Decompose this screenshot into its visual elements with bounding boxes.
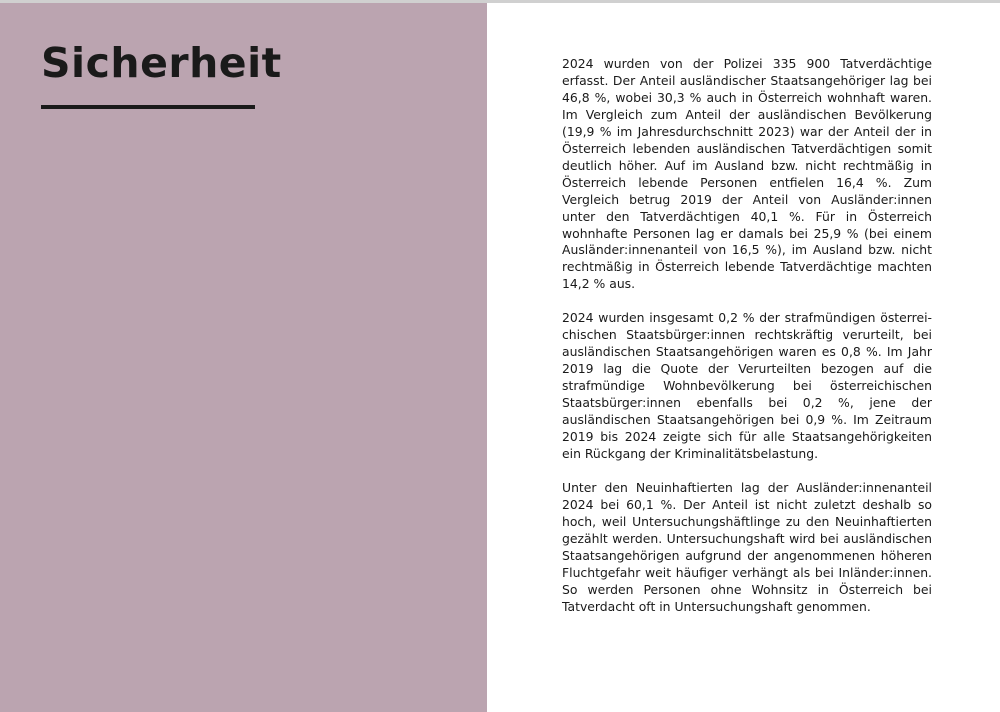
section-title-panel	[0, 3, 487, 712]
body-paragraph-3: Unter den Neuinhaftierten lag der Ausländer:innenanteil 2024 bei 60,1 %. Der Anteil ist nicht zuletzt deshalb so hoch, weil Untersuchungshäftlinge zu den Neuinhaftierten gezählt werden. Untersuchungshaft wird bei ausländischen Staatsangehörigen aufgrund der angenommenen höheren Fluchtgefahr weit häufiger verhängt als bei Inländer:innen. So werden Personen ohne Wohnsitz in Österreich bei Tatverdacht oft in Untersuchungshaft genommen.	[562, 479, 932, 614]
text-panel	[487, 3, 1000, 712]
section-title: Sicherheit	[41, 39, 282, 87]
title-underline	[41, 105, 255, 109]
body-paragraph-1: 2024 wurden von der Polizei 335 900 Tatverdächtige erfasst. Der Anteil ausländischer Staatsangehöriger lag bei 46,8 %, wobei 30,3 % auch in Österreich wohnhaft waren. Im Vergleich zum Anteil der ausländischen Bevölkerung (19,9 % im Jahresdurchschnitt 2023) war der Anteil der in Österreich lebenden ausländischen Tatverdächtigen somit deutlich höher. Auf im Ausland bzw. nicht rechtmäßig in Österreich lebende Personen entfielen 16,4 %. Zum Vergleich betrug 2019 der Anteil von Ausländer:innen unter den Tatverdächtigen 40,1 %. Für in Österreich wohnhafte Personen lag er damals bei 25,9 % (bei einem Ausländer:innenanteil von 16,5 %), im Ausland bzw. nicht rechtmäßig in Österreich lebende Tatverdächtige machten 14,2 % aus.	[562, 56, 932, 292]
body-paragraph-2: 2024 wurden insgesamt 0,2 % der strafmündigen österreichischen Staatsbürger:innen rechtskräftig verurteilt, bei ausländischen Staatsangehörigen waren es 0,8 %. Im Jahr 2019 lag die Quote der Verurteilten bezogen auf die strafmündige Wohnbevölkerung bei österreichischen Staatsbürger:innen ebenfalls bei 0,2 %, jene der ausländischen Staatsangehörigen bei 0,9 %. Im Zeitraum 2019 bis 2024 zeigte sich für alle Staatsangehörigkeiten ein Rückgang der Kriminalitätsbelastung.	[562, 310, 932, 461]
body-text-column	[562, 56, 932, 633]
